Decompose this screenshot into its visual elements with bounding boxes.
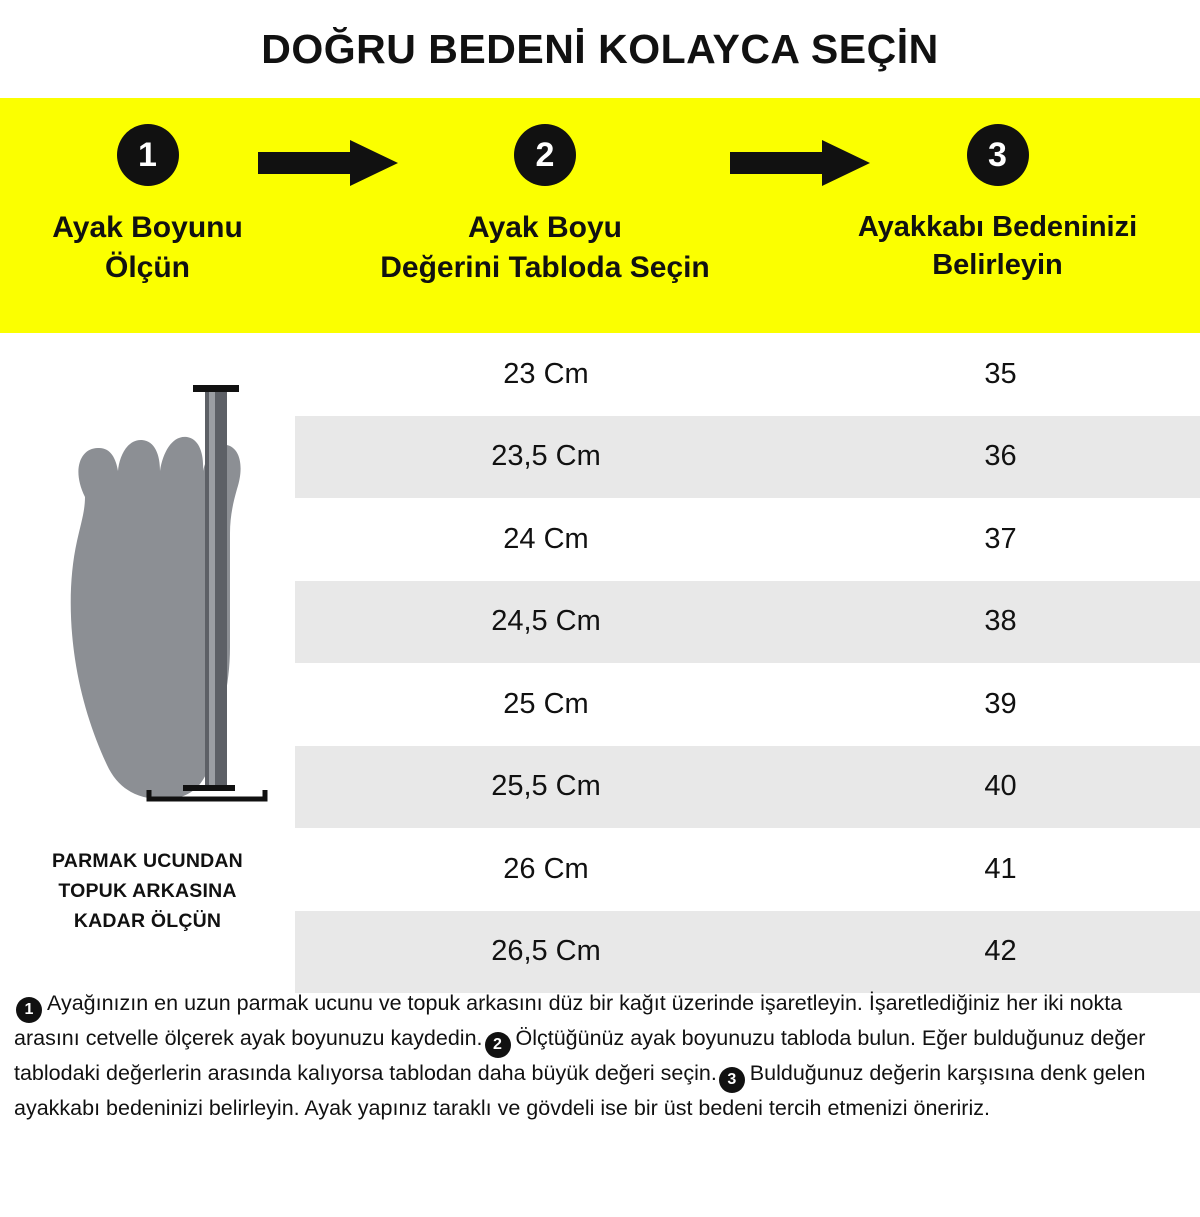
size-table <box>295 333 1200 993</box>
step-2 <box>295 98 795 333</box>
foot-illustration-column <box>0 333 295 978</box>
step-3-label-line2: Belirleyin <box>932 249 1063 282</box>
cell-shoe-size: 35 <box>984 357 1017 390</box>
cell-foot-length: 26,5 Cm <box>295 911 797 994</box>
cell-foot-length: 26 Cm <box>503 852 589 885</box>
cell-foot-length: 24,5 Cm <box>295 581 797 664</box>
cell-foot-length: 23 Cm <box>503 357 589 390</box>
cell-foot-length: 25,5 Cm <box>295 746 797 829</box>
steps-band <box>0 98 1200 333</box>
instruction-text-1: Ayağınızın en uzun parmak ucunu ve topuk arkasını düz bir kağıt üzerinde işaretleyin. İşaretlediğiniz her iki nokta arasını cetvelle ölçerek ayak boyunuzu kaydedin. <box>14 991 1123 1050</box>
step-3-label-line1: Ayakkabı Bedeninizi <box>857 211 1138 243</box>
cell-shoe-size: 37 <box>984 522 1017 555</box>
table-row <box>295 416 1200 499</box>
arrow-right-icon <box>730 140 870 186</box>
cell-foot-length: 24 Cm <box>503 522 589 555</box>
instructions <box>0 978 1200 1124</box>
cell-foot-length: 23,5 Cm <box>295 416 797 499</box>
step-2-label-line1: Ayak Boyu <box>468 211 622 244</box>
foot-caption-line1: PARMAK UCUNDAN <box>52 850 243 872</box>
step-2-label-line2: Değerini Tabloda Seçin <box>380 250 710 284</box>
cell-shoe-size: 40 <box>797 746 1200 829</box>
cell-shoe-size: 38 <box>797 581 1200 664</box>
cell-shoe-size: 36 <box>797 416 1200 499</box>
step-3-label <box>848 208 1147 285</box>
table-row <box>295 911 1200 994</box>
table-row <box>295 333 1200 416</box>
foot-caption <box>52 846 243 937</box>
instruction-badge-3: 3 <box>719 1067 745 1093</box>
step-2-badge: 2 <box>514 124 576 186</box>
table-row <box>295 663 1200 746</box>
arrow-right-icon <box>258 140 398 186</box>
instruction-badge-1: 1 <box>16 997 42 1023</box>
table-row <box>295 746 1200 829</box>
step-1 <box>0 98 295 333</box>
cell-foot-length: 25 Cm <box>503 687 589 720</box>
instruction-text-2: Ölçtüğünüz ayak boyunuzu tabloda bulun. Eğer bulduğunuz değer tablodaki değerlerin arasında kalıyorsa tablodan daha büyük değeri seçin. <box>14 1026 1146 1085</box>
step-3 <box>795 98 1200 333</box>
page-title: DOĞRU BEDENİ KOLAYCA SEÇİN <box>261 25 939 72</box>
foot-measure-icon <box>23 347 273 832</box>
cell-shoe-size: 41 <box>984 852 1017 885</box>
step-1-label-line2: Ölçün <box>104 250 190 284</box>
size-table-column <box>295 333 1200 978</box>
guide-body <box>0 333 1200 978</box>
step-1-badge: 1 <box>117 124 179 186</box>
instruction-text-3: Bulduğunuz değerin karşısına denk gelen ayakkabı bedeninizi belirleyin. Ayak yapınız taraklı ve gövdeli ise bir üst bedeni tercih etmenizi öneririz. <box>14 1061 1146 1120</box>
cell-shoe-size: 39 <box>984 687 1017 720</box>
step-3-badge: 3 <box>967 124 1029 186</box>
step-2-label <box>370 208 720 287</box>
step-1-label-line1: Ayak Boyunu <box>52 211 243 244</box>
instruction-badge-2: 2 <box>485 1032 511 1058</box>
table-row <box>295 828 1200 911</box>
table-row <box>295 581 1200 664</box>
foot-caption-line3: KADAR ÖLÇÜN <box>73 910 222 933</box>
cell-shoe-size: 42 <box>797 911 1200 994</box>
table-row <box>295 498 1200 581</box>
step-1-label <box>42 208 253 287</box>
foot-caption-line2: TOPUK ARKASINA <box>58 880 237 903</box>
